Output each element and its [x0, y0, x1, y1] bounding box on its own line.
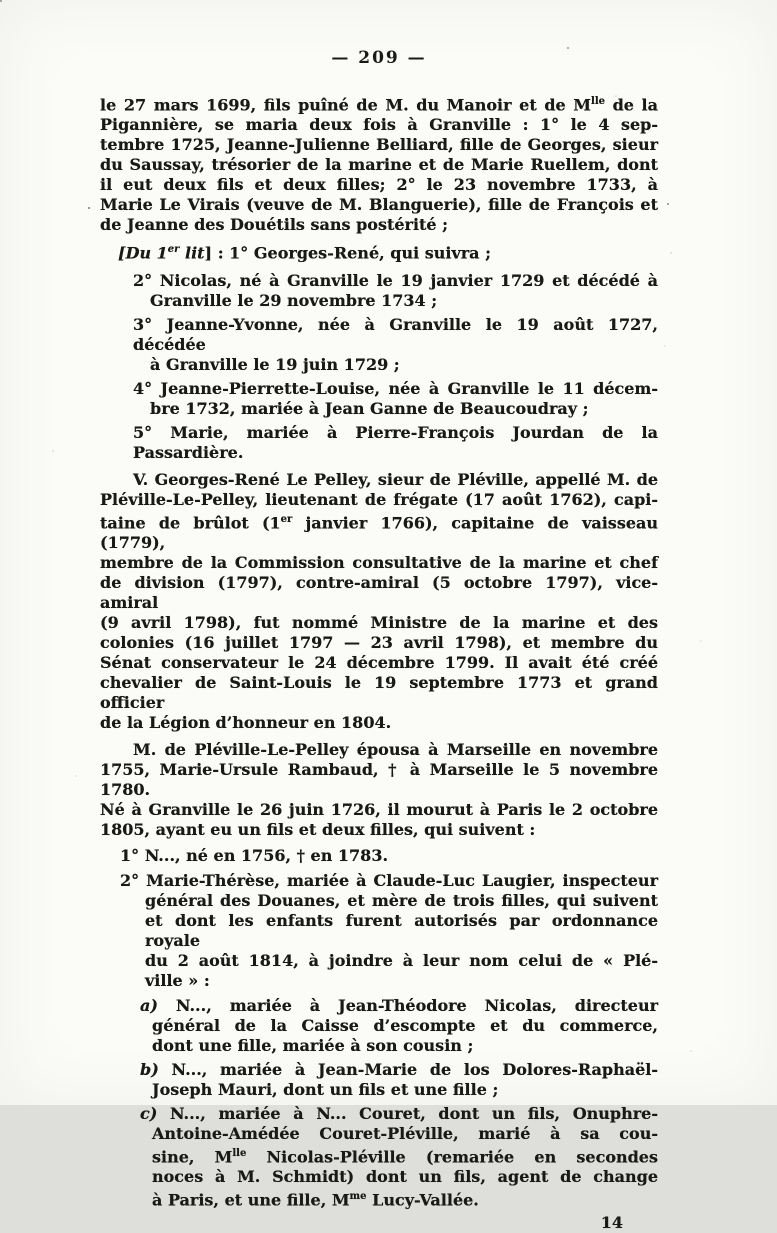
- list-item-b: [100, 1060, 658, 1100]
- text-line: 1° N..., né en 1756, † en 1783.: [120, 845, 389, 865]
- text-line: Granville le 29 novembre 1734 ;: [150, 290, 438, 310]
- superscript-text: lle: [232, 1147, 247, 1159]
- text-line: bre 1732, mariée à Jean Ganne de Beaucoudray ;: [150, 398, 589, 418]
- inline-text: N..., mariée à N... Couret, dont un fils, Onuphre-: [157, 1103, 658, 1123]
- inline-text: le 27 mars 1699, fils puîné de M. du Manoir et de M: [100, 95, 592, 115]
- inline-text: a): [140, 995, 158, 1015]
- superscript-text: er: [167, 244, 180, 256]
- text-line: (9 avril 1798), fut nommé Ministre de la marine et des: [100, 612, 658, 632]
- inline-text: à Paris, et une fille, M: [152, 1190, 350, 1210]
- text-line: tembre 1725, Jeanne-Julienne Belliard, fille de Georges, sieur: [100, 135, 658, 155]
- text-line: ville » :: [145, 970, 210, 990]
- text-line: 1805, ayant eu un fils et deux filles, qui suivent :: [100, 819, 536, 839]
- text-line: de la Légion d’honneur en 1804.: [100, 712, 392, 732]
- list-item-1-n: [100, 846, 658, 866]
- inline-text: Lucy-Vallée.: [366, 1190, 479, 1210]
- text-line: 2° Marie-Thérèse, mariée à Claude-Luc Laugier, inspecteur: [120, 870, 658, 890]
- text-line: Pléville-Le-Pelley, lieutenant de frégate (17 août 1762), capi-: [100, 489, 658, 509]
- text-line: à Granville le 19 juin 1729 ;: [150, 354, 400, 374]
- text-line: [140, 1104, 658, 1124]
- text-line: noces à M. Schmidt) dont un fils, agent de change: [152, 1167, 658, 1187]
- text-line: M. de Pléville-Le-Pelley épousa à Marseille en novembre: [133, 739, 658, 759]
- text-line: Sénat conservateur le 24 décembre 1799. Il avait été créé: [100, 652, 658, 672]
- text-line: [140, 996, 658, 1016]
- text-line: Joseph Mauri, dont un fils et une fille ;: [152, 1079, 499, 1099]
- granddaughters-list: [100, 996, 658, 1211]
- inline-text: N..., mariée à Jean-Marie de los Dolores-Raphaël-: [158, 1059, 658, 1079]
- text-line: [152, 1187, 658, 1210]
- text-line: du 2 août 1814, à joindre à leur nom celui de « Plé-: [145, 950, 658, 970]
- text-line: de Jeanne des Douétils sans postérité ;: [100, 215, 449, 235]
- list-item-5-marie: [100, 423, 658, 463]
- list-item-2-nicolas: [100, 271, 658, 311]
- text-line: Pigannière, se maria deux fois à Granville : 1° le 4 sep-: [100, 115, 658, 135]
- first-marriage-children-list: [100, 271, 658, 463]
- inline-text: lit: [179, 243, 205, 263]
- inline-text: c): [140, 1103, 158, 1123]
- list-item-3-jeanne-yvonne: [100, 315, 658, 375]
- inline-text: de la: [604, 95, 658, 115]
- text-line: du Saussay, trésorier de la marine et de Marie Ruellem, dont: [100, 155, 658, 175]
- inline-text: taine de brûlot (1: [100, 512, 281, 532]
- text-line: [118, 240, 658, 263]
- text-line: chevalier de Saint-Louis le 19 septembre 1773 et grand officier: [100, 672, 658, 712]
- list-item-4-jeanne-pierrette: [100, 379, 658, 419]
- inline-text: janvier 1766), capitaine de vaisseau (1779),: [100, 512, 659, 552]
- inline-text: [Du 1: [118, 243, 168, 263]
- inline-text: ] : 1° Georges-René, qui suivra ;: [204, 243, 492, 263]
- text-line: membre de la Commission consultative de la marine et chef: [100, 552, 658, 572]
- text-column: [100, 48, 658, 1233]
- list-item-2-marie-therese: [100, 871, 658, 991]
- text-line: général de la Caisse d’escompte et du commerce,: [152, 1015, 658, 1035]
- text-line: Marie Le Virais (veuve de M. Blanguerie), fille de François et: [100, 195, 658, 215]
- inline-text: b): [140, 1059, 159, 1079]
- text-line: 3° Jeanne-Yvonne, née à Granville le 19 août 1727, décédée: [133, 314, 658, 354]
- text-line: [100, 92, 658, 115]
- text-line: colonies (16 juillet 1797 — 23 avril 1798), et membre du: [100, 632, 658, 652]
- second-marriage-children-list: [100, 846, 658, 991]
- inline-text: Nicolas-Pléville (remariée en secondes: [246, 1147, 658, 1167]
- text-line: 2° Nicolas, né à Granville le 19 janvier 1729 et décédé à: [133, 270, 658, 290]
- inline-text: sine, M: [152, 1147, 233, 1167]
- paragraph-continuation: [100, 92, 658, 235]
- du-premier-lit-line: [100, 240, 658, 263]
- paragraph-marriage-marseille: [100, 740, 658, 840]
- superscript-text: me: [349, 1191, 367, 1203]
- list-item-a: [100, 996, 658, 1056]
- text-line: de division (1797), contre-amiral (5 octobre 1797), vice-amiral: [100, 572, 658, 612]
- page-number-header: — 209 —: [331, 48, 427, 68]
- text-line: 4° Jeanne-Pierrette-Louise, née à Granville le 11 décem-: [133, 378, 658, 398]
- text-line: [140, 1060, 658, 1080]
- text-line: V. Georges-René Le Pelley, sieur de Pléville, appellé M. de: [133, 469, 658, 489]
- text-line: [152, 1144, 658, 1167]
- text-line: 5° Marie, mariée à Pierre-François Jourdan de la Passardière.: [133, 422, 658, 462]
- superscript-text: lle: [591, 96, 605, 107]
- superscript-text: er: [280, 513, 293, 525]
- scan-speckles: [0, 0, 2, 2]
- text-line: général des Douanes, et mère de trois filles, qui suivent: [145, 890, 658, 910]
- signature-mark: 14: [600, 1212, 623, 1232]
- text-line: [100, 510, 658, 553]
- text-line: 1755, Marie-Ursule Rambaud, † à Marseille le 5 novembre 1780.: [100, 759, 658, 799]
- text-line: Né à Granville le 26 juin 1726, il mourut à Paris le 2 octobre: [100, 799, 658, 819]
- text-line: il eut deux fils et deux filles; 2° le 23 novembre 1733, à: [100, 175, 658, 195]
- inline-text: N..., mariée à Jean-Théodore Nicolas, directeur: [157, 995, 658, 1015]
- text-line: et dont les enfants furent autorisés par ordonnance royale: [145, 910, 658, 950]
- text-line: dont une fille, mariée à son cousin ;: [152, 1035, 474, 1055]
- list-item-c: [100, 1104, 658, 1211]
- text-line: Antoine-Amédée Couret-Pléville, marié à sa cou-: [152, 1123, 658, 1143]
- paragraph-bio-georges-rene: [100, 470, 658, 733]
